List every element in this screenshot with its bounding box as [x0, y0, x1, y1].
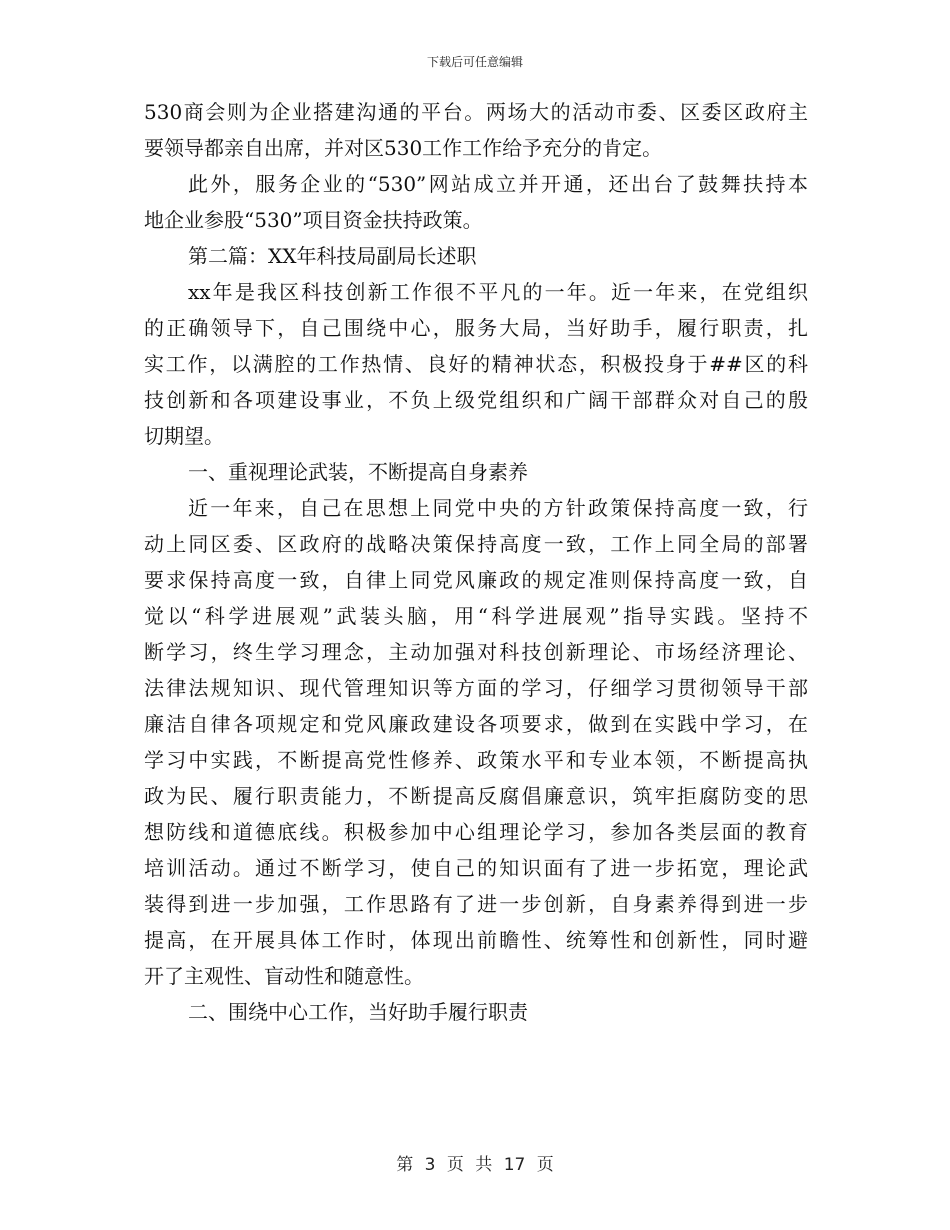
text-line: 法律法规知识、现代管理知识等方面的学习，仔细学习贯彻领导干部: [144, 676, 808, 700]
text-line: 政为民、履行职责能力，不断提高反腐倡廉意识，筑牢拒腐防变的思: [144, 784, 808, 808]
text-line: 此外，服务企业的“530”网站成立并开通，还出台了鼓舞扶持本: [188, 172, 808, 196]
text-line: 装得到进一步加强，工作思路有了进一步创新，自身素养得到进一步: [144, 892, 808, 916]
paragraph: [144, 994, 808, 1030]
text-line: 开了主观性、盲动性和随意性。: [144, 964, 424, 988]
text-line: 断学习，终生学习理念，主动加强对科技创新理论、市场经济理论、: [144, 640, 808, 664]
text-line: 技创新和各项建设事业，不负上级党组织和广阔干部群众对自己的殷: [144, 388, 808, 412]
text-line: 地企业参股“530”项目资金扶持政策。: [144, 208, 483, 232]
paragraph: [144, 238, 808, 274]
paragraph: [144, 454, 808, 490]
text-line: 动上同区委、区政府的战略决策保持高度一致，工作上同全局的部署: [144, 532, 808, 556]
text-line: 培训活动。通过不断学习，使自己的知识面有了进一步拓宽，理论武: [144, 856, 808, 880]
text-line: 要领导都亲自出席，并对区530工作工作给予充分的肯定。: [144, 136, 663, 160]
text-line: 切期望。: [144, 424, 224, 448]
page-header: 下载后可任意编辑: [426, 55, 523, 69]
paragraph: [144, 274, 808, 454]
text-line: 的正确领导下，自己围绕中心，服务大局，当好助手，履行职责，扎: [144, 316, 808, 340]
text-line: 二、围绕中心工作，当好助手履行职责: [188, 1000, 528, 1024]
text-line: 提高，在开展具体工作时，体现出前瞻性、统筹性和创新性，同时避: [144, 928, 808, 952]
text-line: 学习中实践，不断提高党性修养、政策水平和专业本领，不断提高执: [144, 748, 808, 772]
text-line: 想防线和道德底线。积极参加中心组理论学习，参加各类层面的教育: [144, 820, 808, 844]
paragraph: [144, 94, 808, 166]
text-line: 实工作，以满腔的工作热情、良好的精神状态，积极投身于##区的科: [144, 352, 808, 376]
text-line: 廉洁自律各项规定和党风廉政建设各项要求，做到在实践中学习，在: [144, 712, 808, 736]
text-line: 近一年来，自己在思想上同党中央的方针政策保持高度一致，行: [188, 496, 808, 520]
text-line: 觉以“科学进展观”武装头脑，用“科学进展观”指导实践。坚持不: [144, 604, 808, 628]
text-line: 第二篇：XX年科技局副局长述职: [188, 244, 477, 268]
paragraph: [144, 490, 808, 994]
text-line: 一、重视理论武装，不断提高自身素养: [188, 460, 528, 484]
paragraph: [144, 166, 808, 238]
text-line: xx年是我区科技创新工作很不平凡的一年。近一年来，在党组织: [188, 280, 808, 304]
text-line: 530商会则为企业搭建沟通的平台。两场大的活动市委、区委区政府主: [144, 100, 808, 124]
text-line: 要求保持高度一致，自律上同党风廉政的规定准则保持高度一致，自: [144, 568, 808, 592]
page-footer: 第 3 页 共 17 页: [396, 1155, 554, 1175]
document-body: [144, 94, 808, 1030]
